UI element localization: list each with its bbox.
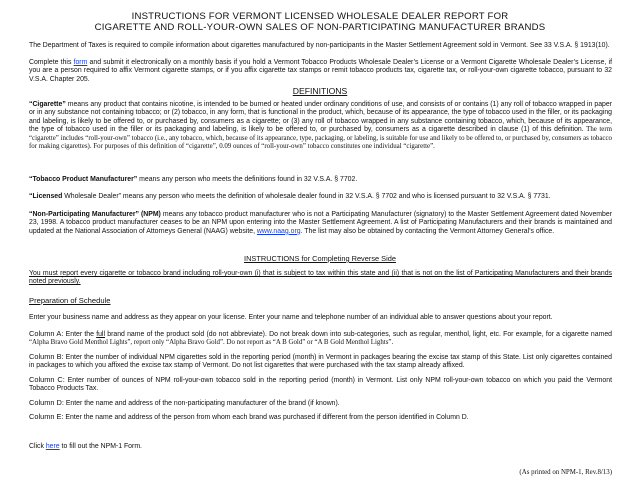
column-b-instruction [29, 353, 612, 371]
column-d-label: Column D: [29, 398, 64, 407]
column-a-instruction [29, 330, 612, 348]
column-d-instruction [29, 399, 612, 408]
complete-form-paragraph [29, 59, 612, 84]
lwd-definition-text: Wholesale Dealer” means any person who meets the definition of wholesale dealer found in 32 V.S.A. § 7702 and who is licensed pursuant to 32 V.S.A. § 7731. [62, 193, 551, 200]
title-line-1: INSTRUCTIONS FOR VERMONT LICENSED WHOLESALE DEALER REPORT FOR [131, 11, 509, 22]
column-a-full-emphasis: full [96, 331, 105, 338]
npm-definition-text-2: . The list may also be obtained by contacting the Vermont Attorney General’s office. [300, 227, 555, 235]
must-report-paragraph: You must report every cigarette or tobacco brand including roll-your-own (i) that is subject to tax within this state and (ii) that is not on the list of Participating Manufacturers and their brands noted previously. [29, 270, 612, 286]
cigarette-term: “Cigarette” [29, 101, 66, 108]
cigarette-definition-text: means any product that contains nicotine, is intended to be burned or heated under ordinary conditions of use, and consists of or contains (1) any roll of tobacco wrapped in paper or in any substance not containing tobacco; or (2) tobacco, in any form, that is functional in the product, which, because of its appearance, the type of tobacco used in the filler, or its packaging and labeling, is likely to be offered to, or purchased by, consumers as a cigarette; or (3) any roll of tobacco wrapped in any substance containing tobacco, which, because of its appearance, the type of tobacco used in the filler or its packaging and labeling, is likely to be offered to, or purchased by, consumers as a cigarette described in clause (1) of this definition. [29, 101, 612, 134]
column-b-text: Enter the number of individual NPM cigarettes sold in the reporting period (month) in Vermont in packages bearing the excise tax stamp of this State. List only cigarettes contained in packages to which you affixed the excise tax stamp of Vermont. Do not list cigarettes that were purchased with the tax stamp already affixed. [29, 354, 612, 370]
column-e-text: Enter the name and address of the person from whom each brand was purchased if different from the person identified in Column D. [63, 414, 469, 421]
revision-footnote: (As printed on NPM-1, Rev.8/13) [519, 469, 612, 476]
column-a-text-after: brand name of the product sold (do not abbreviate). Do not break down into sub-categories, such as regular, menthol, light, etc. For example, for a cigarette named [105, 331, 612, 338]
definition-tobacco-product-manufacturer [29, 176, 612, 184]
column-c-instruction [29, 376, 612, 394]
definition-licensed-wholesale-dealer [29, 193, 612, 201]
npm-term: “Non-Participating Manufacturer” (NPM) [29, 211, 161, 218]
preparation-paragraph: Enter your business name and address as they appear on your license. Enter your name and telephone number of an individual able to answer questions about your report. [29, 314, 553, 321]
column-e-instruction [29, 413, 612, 422]
form-link[interactable]: form [73, 59, 88, 66]
column-a-example: “Alpha Bravo Gold Menthol Lights”, report only “Alpha Bravo Gold”. Do not report as “A B Gold” or “A B Gold Menthol Lights”. [29, 339, 394, 347]
column-c-text: Enter number of ounces of NPM roll-your-own tobacco sold in the reporting period (month) in Vermont. List only NPM roll-your-own tobacco on which you paid the Vermont Tobacco Products Tax. [29, 377, 612, 393]
column-e-label: Column E: [29, 412, 64, 421]
definition-cigarette [29, 101, 612, 151]
title-line-2: CIGARETTE AND ROLL-YOUR-OWN SALES OF NON-PARTICIPATING MANUFACTURER BRANDS [94, 22, 546, 33]
reverse-side-heading: INSTRUCTIONS for Completing Reverse Side [244, 254, 396, 263]
npm-definition-text-1: means any tobacco product manufacturer who is not a Participating Manufacturer (signatory) to the Master Settlement Agreement dated November 23, 1998. A tobacco product manufacturer ceases to be an NPM upon entering into the Master Settlement Agreement. A list of Participating Manufacturers and their brands is maintained and updated at the National Association of Attorneys General (NAAG) website, [29, 211, 612, 235]
column-c-label: Column C: [29, 375, 65, 384]
complete-form-text-before: Complete this [29, 59, 74, 66]
click-here-text-after: to fill out the NPM-1 Form. [59, 443, 142, 450]
naag-link[interactable]: www.naag.org [256, 227, 301, 235]
tpm-term: “Tobacco Product Manufacturer” [29, 176, 138, 183]
cigarette-roll-your-own-note: The term “cigarette” includes “roll-your-own” tobacco (i.e., any tobacco, which, because of its appearance, type, packaging, or labeling, is suitable for use and likely to be offered to, or purchased by, consumers as tobacco for making cigarettes). For purposes of this definition of “cigarette”, 0.09 ounces of “roll-your-own” tobacco constitutes one individual “cigarette”. [29, 126, 612, 151]
definitions-heading: DEFINITIONS [292, 86, 348, 96]
click-here-paragraph [29, 443, 612, 451]
intro-paragraph: The Department of Taxes is required to compile information about cigarettes manufactured by non-participants in the Master Settlement Agreement sold in Vermont. See 33 V.S.A. § 1913(10). [29, 42, 610, 49]
definition-non-participating-manufacturer [29, 211, 612, 236]
click-here-text-before: Click [29, 443, 46, 450]
lwd-term: “Licensed [29, 193, 63, 200]
tpm-definition-text: means any person who meets the definitions found in 32 V.S.A. § 7702. [137, 176, 358, 183]
column-d-text: Enter the name and address of the non-participating manufacturer of the brand (if known). [63, 400, 340, 407]
preparation-of-schedule-heading: Preparation of Schedule [29, 296, 111, 305]
column-a-label: Column A: [29, 329, 64, 338]
column-a-text-before: Enter the [63, 331, 97, 338]
here-link[interactable]: here [45, 443, 60, 450]
column-b-label: Column B: [29, 352, 64, 361]
complete-form-text-after: and submit it electronically on a monthly basis if you hold a Vermont Tobacco Products Wholesale Dealer’s License or a Vermont Cigarette Wholesale Dealer’s License, if you are a person required to affix Vermont cigarette stamps, or if you affix cigarette tax stamps or remit tobacco products tax, cigarette tax, or roll-your-own cigarette tobacco, pursuant to 32 V.S.A. Chapter 205. [29, 59, 612, 83]
